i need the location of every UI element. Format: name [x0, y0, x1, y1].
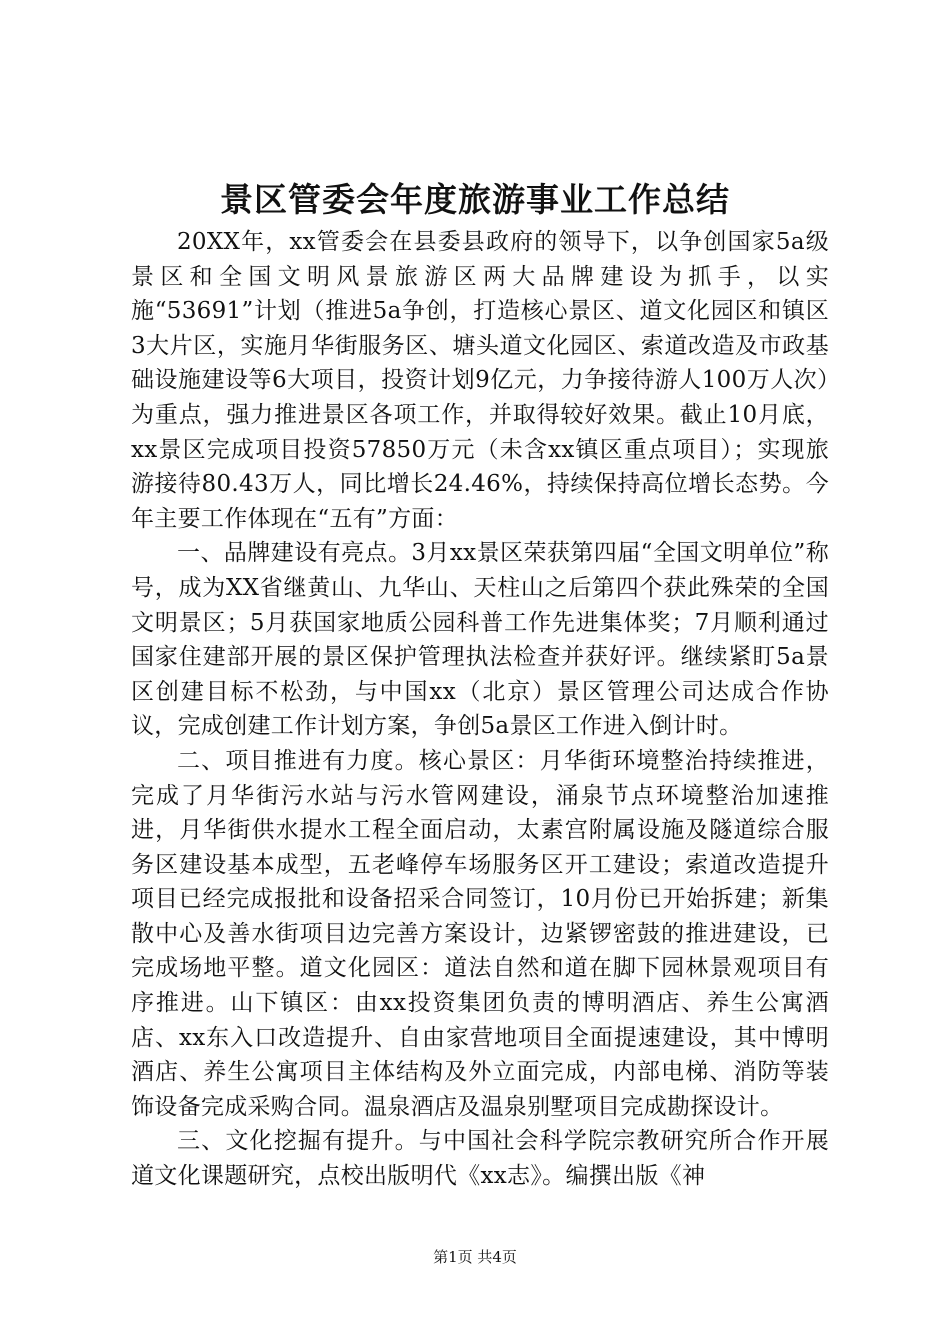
paragraph-culture: 三、文化挖掘有提升。与中国社会科学院宗教研究所合作开展道文化课题研究，点校出版明代《xx志》。编撰出版《神: [131, 1128, 829, 1190]
paragraph-intro: 20XX年，xx管委会在县委县政府的领导下，以争创国家5a级景区和全国文明风景旅游区两大品牌建设为抓手，以实施“53691”计划（推进5a争创，打造核心景区、道文化园区和镇区3大片区，实施月华街服务区、塘头道文化园区、索道改造及市政基础设施建设等6大项目，投资计划9亿元，力争接待游人100万人次）为重点，强力推进景区各项工作，并取得较好效果。截止10月底，xx景区完成项目投资57850万元（未含xx镇区重点项目）；实现旅游接待80.43万人，同比增长24.46%，持续保持高位增长态势。今年主要工作体现在“五有”方面：: [131, 229, 829, 532]
document-title: 景区管委会年度旅游事业工作总结: [220, 180, 730, 219]
page-number-footer: 第1页 共4页: [433, 1248, 517, 1266]
paragraph-brand: 一、品牌建设有亮点。3月xx景区荣获第四届“全国文明单位”称号，成为XX省继黄山、九华山、天柱山之后第四个获此殊荣的全国文明景区；5月获国家地质公园科普工作先进集体奖；7月顺利通过国家住建部开展的景区保护管理执法检查并获好评。继续紧盯5a景区创建目标不松劲，与中国xx（北京）景区管理公司达成合作协议，完成创建工作计划方案，争创5a景区工作进入倒计时。: [131, 540, 829, 740]
document-body: [131, 225, 829, 1194]
paragraph-projects: 二、项目推进有力度。核心景区：月华街环境整治持续推进，完成了月华街污水站与污水管网建设，涌泉节点环境整治加速推进，月华街供水提水工程全面启动，太素宫附属设施及隧道综合服务区建设基本成型，五老峰停车场服务区开工建设；索道改造提升项目已经完成报批和设备招采合同签订，10月份已开始拆建；新集散中心及善水街项目边完善方案设计，边紧锣密鼓的推进建设，已完成场地平整。道文化园区：道法自然和道在脚下园林景观项目有序推进。山下镇区：由xx投资集团负责的博明酒店、养生公寓酒店、xx东入口改造提升、自由家营地项目全面提速建设，其中博明酒店、养生公寓项目主体结构及外立面完成，内部电梯、消防等装饰设备完成采购合同。温泉酒店及温泉别墅项目完成勘探设计。: [131, 747, 829, 1120]
